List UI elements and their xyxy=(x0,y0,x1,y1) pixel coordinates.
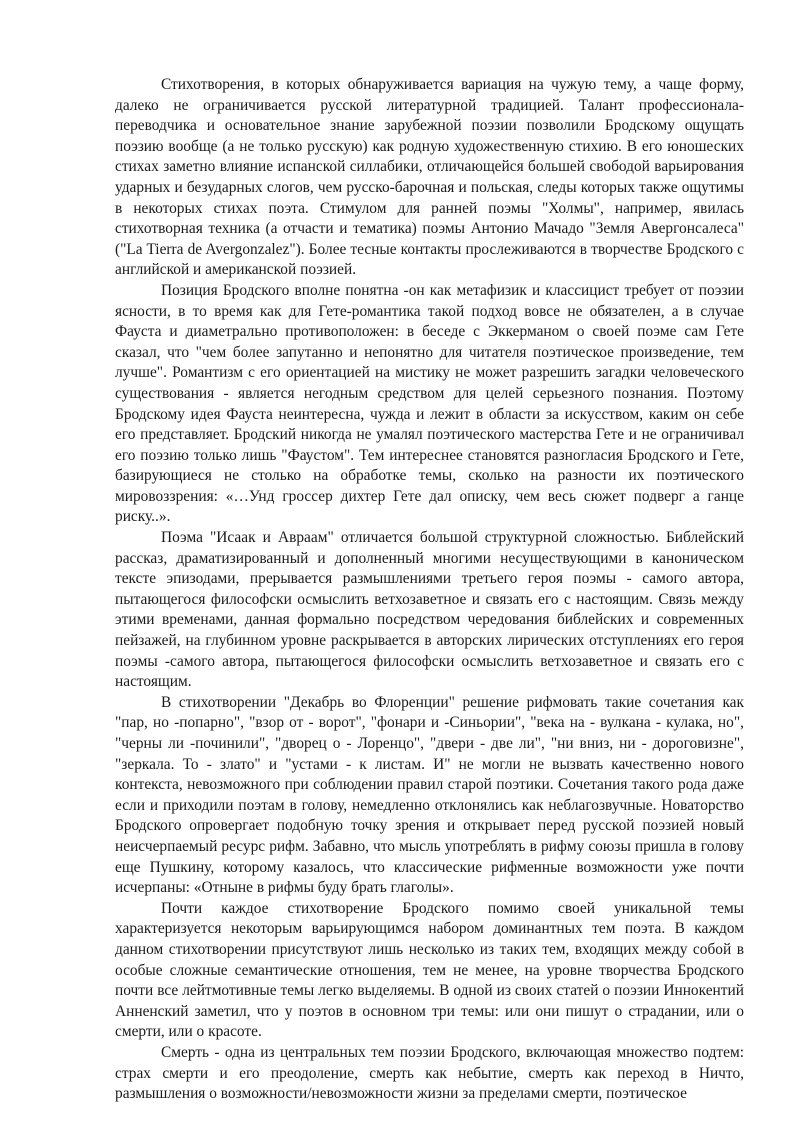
paragraph-6: Смерть - одна из центральных тем поэзии Бродского, включающая множество подтем: страх смерти и его преодоление, смерть как небытие, смерть как переход в Ничто, размышления о возможности/невозможности жизни за пределами смерти, поэтическое xyxy=(115,1043,744,1103)
paragraph-5: Почти каждое стихотворение Бродского помимо своей уникальной темы характеризуется некоторым варьирующимся набором доминантных тем поэта. В каждом данном стихотворении присутствуют лишь несколько из таких тем, входящих между собой в особые сложные семантические отношения, тем не менее, на уровне творчества Бродского почти все лейтмотивные темы легко выделяемы. В одной из своих статей о поэзии Иннокентий Анненский заметил, что у поэтов в основном три темы: или они пишут о страдании, или о смерти, или о красоте. xyxy=(115,899,744,1041)
paragraph-3: Поэма "Исаак и Авраам" отличается большой структурной сложностью. Библейский рассказ, драматизированный и дополненный многими несуществующими в каноническом тексте эпизодами, прерывается размышлениями третьего героя поэмы - самого автора, пытающегося философски осмыслить ветхозаветное и связать его с настоящим. Связь между этими временами, данная формально посредством чередования библейских и современных пейзажей, на глубинном уровне раскрывается в авторских лирических отступлениях его героя поэмы -самого автора, пытающегося философски осмыслить ветхозаветное и связать его с настоящим. xyxy=(115,529,744,691)
document-body xyxy=(115,75,744,1105)
paragraph-2: Позиция Бродского вполне понятна -он как метафизик и классицист требует от поэзии ясности, в то время как для Гете-романтика такой подход вовсе не обязателен, а в случае Фауста и диаметрально противоположен: в беседе с Эккерманом о своей поэме сам Гете сказал, что "чем более запутанно и непонятно для читателя поэтическое произведение, тем лучше". Романтизм с его ориентацией на мистику не может разрешить загадки человеческого существования - является негодным средством для целей серьезного познания. Поэтому Бродскому идея Фауста неинтересна, чужда и лежит в области за искусством, каким он себе его представляет. Бродский никогда не умалял поэтического мастерства Гете и не ограничивал его поэзию только лишь "Фаустом". Тем интереснее становятся разногласия Бродского и Гете, базирующиеся не столько на обработке темы, сколько на разности их поэтического мировоззрения: «…Унд гроссер дихтер Гете дал описку, чем весь сюжет подверг а ганце риску..». xyxy=(115,281,744,526)
paragraph-1: Стихотворения, в которых обнаруживается вариация на чужую тему, а чаще форму, далеко не ограничивается русской литературной традицией. Талант профессионала-переводчика и основательное знание зарубежной поэзии позволили Бродскому ощущать поэзию вообще (а не только русскую) как родную художественную стихию. В его юношеских стихах заметно влияние испанской силлабики, отличающейся большей свободой варьирования ударных и безударных слогов, чем русско-барочная и польская, следы которых также ощутимы в некоторых стихах поэта. Стимулом для ранней поэмы "Холмы", например, явилась стихотворная техника (а отчасти и тематика) поэмы Антонио Мачадо "Земля Авергонсалеса" ("La Tierra de Avergonzalez"). Более тесные контакты прослеживаются в творчестве Бродского с английской и американской поэзией. xyxy=(115,76,744,279)
paragraph-4: В стихотворении "Декабрь во Флоренции" решение рифмовать такие сочетания как "пар, но -попарно", "взор от - ворот", "фонари и -Синьории", "века на - вулкана - кулака, но", "черны ли -починили", "дворец о - Лоренцо", "двери - две ли", "ни вниз, ни - дороговизне", "зеркала. То - злато" и "устами - к листам. И" не могли не вызвать качественно нового контекста, невозможного при соблюдении правил старой поэтики. Сочетания такого рода даже если и приходили поэтам в голову, немедленно отклонялись как неблагозвучные. Новаторство Бродского опровергает подобную точку зрения и открывает перед русской поэзией новый неисчерпаемый ресурс рифм. Забавно, что мысль употреблять в рифму союзы пришла в голову еще Пушкину, которому казалось, что классические рифменные возможности уже почти исчерпаны: «Отныне в рифмы буду брать глаголы». xyxy=(115,693,744,897)
